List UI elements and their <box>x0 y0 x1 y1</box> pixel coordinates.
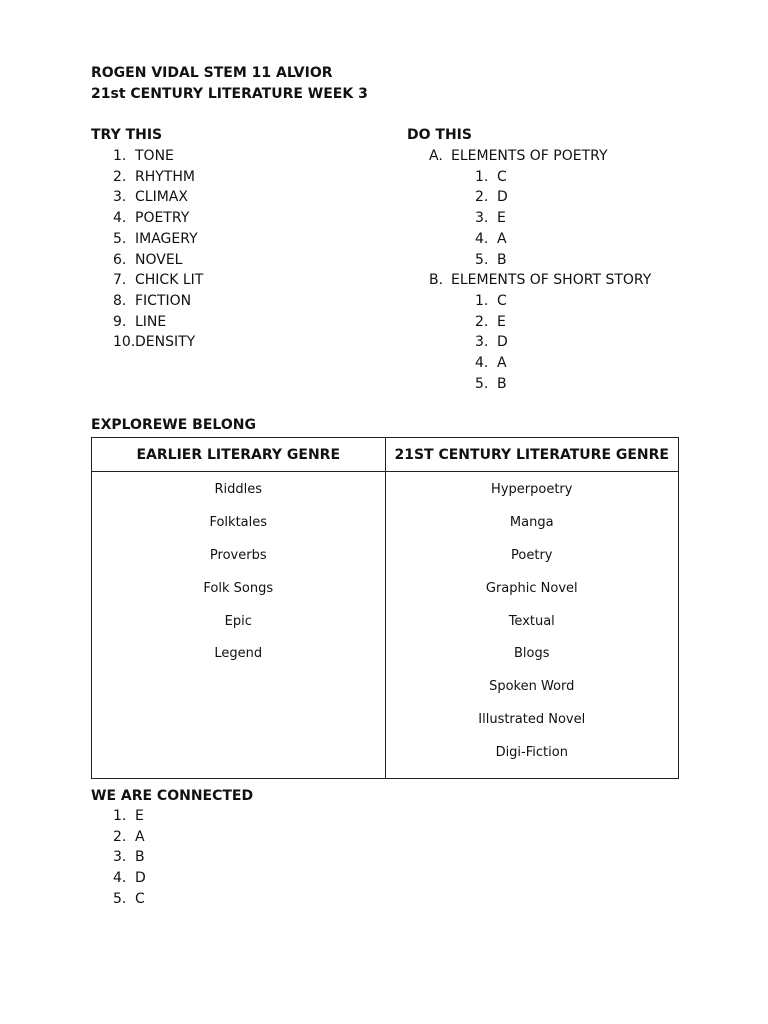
do-this-item <box>475 189 508 205</box>
explore-heading: EXPLOREWE BELONG <box>91 417 256 433</box>
connected-item <box>113 829 145 845</box>
list-number: 1. <box>113 148 127 164</box>
list-text: C <box>497 168 507 185</box>
do-this-item <box>475 210 506 226</box>
list-text: DENSITY <box>135 334 196 351</box>
list-text: NOVEL <box>135 251 183 268</box>
list-number: 3. <box>113 849 127 866</box>
list-number: 2. <box>475 313 489 330</box>
list-number: 10. <box>113 334 136 351</box>
earlier-genre-item: Epic <box>224 613 252 629</box>
list-number: 9. <box>113 313 127 330</box>
list-number: 4. <box>475 230 489 247</box>
earlier-genre-item: Folk Songs <box>203 580 274 596</box>
list-text: B <box>497 251 507 268</box>
list-number: 2. <box>113 828 127 845</box>
try-this-item <box>113 293 191 309</box>
modern-genre-item: Textual <box>508 613 555 629</box>
genre-table-header-row <box>92 438 679 472</box>
list-text: D <box>135 870 146 887</box>
earlier-genre-item: Legend <box>214 646 263 662</box>
genre-table-body-row <box>92 472 679 779</box>
list-text: C <box>135 890 145 907</box>
document-title: 21st CENTURY LITERATURE WEEK 3 <box>91 86 368 102</box>
do-this-item <box>475 252 507 268</box>
list-number: 2. <box>113 168 127 185</box>
list-text: RHYTHM <box>135 168 195 185</box>
earlier-genre-item: Folktales <box>209 514 268 530</box>
connected-heading: WE ARE CONNECTED <box>91 788 254 804</box>
list-number: 8. <box>113 292 127 309</box>
modern-genre-column <box>385 472 679 779</box>
list-number: 4. <box>113 870 127 887</box>
list-number: 3. <box>113 189 127 206</box>
list-number: 1. <box>113 808 127 824</box>
do-this-item <box>475 293 507 309</box>
earlier-genre-column <box>92 472 386 779</box>
list-number: 1. <box>475 292 489 309</box>
modern-genre-item: Blogs <box>513 646 550 662</box>
list-number: 7. <box>113 272 127 289</box>
earlier-genre-item: Riddles <box>214 482 263 497</box>
list-number: 5. <box>475 375 489 392</box>
list-number: 4. <box>113 210 127 227</box>
list-text: D <box>497 334 508 351</box>
do-this-item <box>475 355 507 371</box>
connected-item <box>113 870 146 886</box>
try-this-item <box>113 210 189 226</box>
list-number: B. <box>429 272 444 289</box>
list-text: CHICK LIT <box>135 272 204 289</box>
do-this-item <box>475 169 507 185</box>
list-number: A. <box>429 148 443 164</box>
list-number: 6. <box>113 251 127 268</box>
try-this-item <box>113 314 166 330</box>
list-number: 3. <box>475 210 489 227</box>
do-this-item <box>475 231 507 247</box>
list-text: TONE <box>135 148 174 164</box>
list-text: E <box>497 313 506 330</box>
modern-genre-header: 21ST CENTURY LITERATURE GENRE <box>385 438 679 472</box>
list-text: B <box>497 375 507 392</box>
connected-item <box>113 808 144 824</box>
do-this-item <box>475 376 507 392</box>
list-text: A <box>497 230 507 247</box>
modern-genre-item: Manga <box>509 514 554 530</box>
earlier-genre-header: EARLIER LITERARY GENRE <box>92 438 386 472</box>
modern-genre-item: Spoken Word <box>489 679 575 695</box>
list-number: 4. <box>475 355 489 371</box>
list-text: E <box>135 808 144 824</box>
modern-genre-item: Illustrated Novel <box>478 712 586 728</box>
list-text: POETRY <box>135 210 190 227</box>
try-this-heading: TRY THIS <box>91 127 163 143</box>
do-this-item <box>475 334 508 350</box>
do-this-item <box>475 314 506 330</box>
do-this-heading: DO THIS <box>407 127 472 143</box>
list-text: CLIMAX <box>135 189 188 206</box>
modern-genre-item: Digi-Fiction <box>495 745 568 761</box>
modern-genre-item: Hyperpoetry <box>491 482 573 497</box>
list-text: A <box>135 828 145 845</box>
try-this-item <box>113 169 195 185</box>
earlier-genre-item: Proverbs <box>209 547 267 563</box>
list-text: A <box>497 355 507 371</box>
connected-item <box>113 849 145 865</box>
modern-genre-item: Poetry <box>511 547 553 563</box>
list-text: B <box>135 849 145 866</box>
try-this-item <box>113 272 203 288</box>
try-this-item <box>113 148 174 164</box>
do-this-section-heading <box>429 272 651 288</box>
list-text: D <box>497 189 508 206</box>
list-number: 3. <box>475 334 489 351</box>
list-number: 5. <box>475 251 489 268</box>
list-text: ELEMENTS OF POETRY <box>451 148 608 164</box>
list-text: E <box>497 210 506 227</box>
try-this-item <box>113 252 182 268</box>
connected-item <box>113 891 145 907</box>
list-text: ELEMENTS OF SHORT STORY <box>451 272 652 289</box>
genre-table <box>91 437 679 779</box>
try-this-item <box>113 334 195 350</box>
modern-genre-item: Graphic Novel <box>485 580 578 596</box>
try-this-item <box>113 231 198 247</box>
list-number: 1. <box>475 168 489 185</box>
list-number: 2. <box>475 189 489 206</box>
list-text: IMAGERY <box>135 230 198 247</box>
list-number: 5. <box>113 230 127 247</box>
list-text: LINE <box>135 313 167 330</box>
list-text: FICTION <box>135 292 192 309</box>
try-this-item <box>113 189 188 205</box>
list-number: 5. <box>113 890 127 907</box>
do-this-section-heading <box>429 148 608 164</box>
list-text: C <box>497 292 507 309</box>
student-name-line: ROGEN VIDAL STEM 11 ALVIOR <box>91 65 333 81</box>
